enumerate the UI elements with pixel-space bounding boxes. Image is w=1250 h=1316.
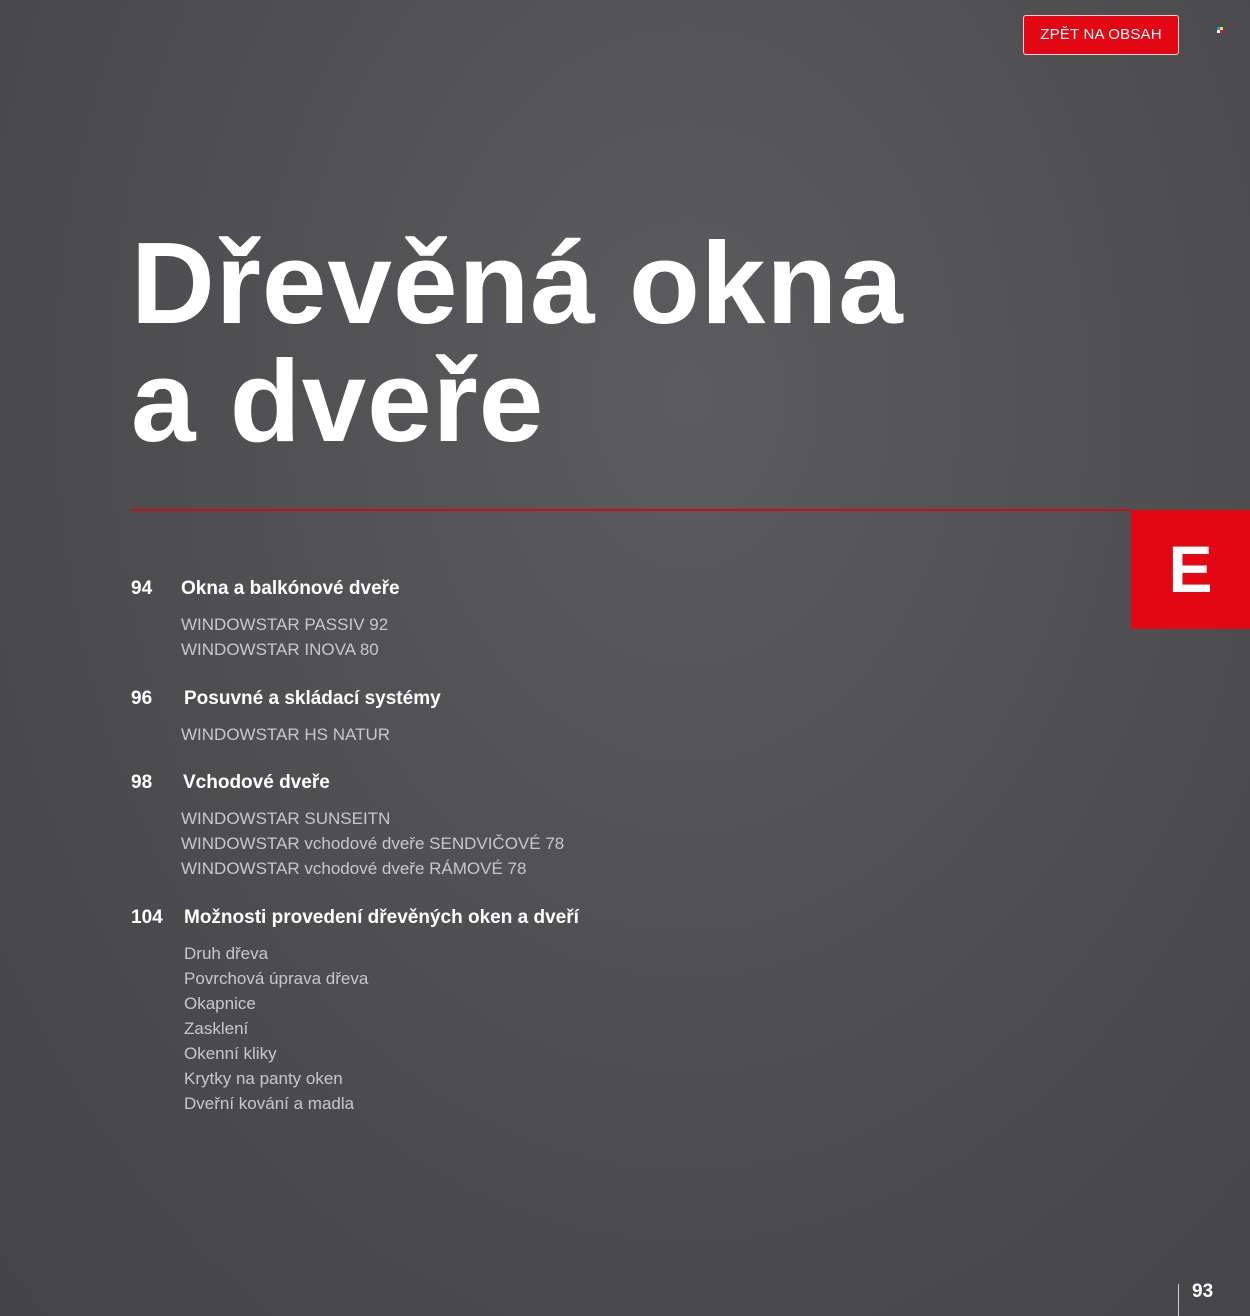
toc-section-options (131, 906, 831, 1116)
toc-heading[interactable] (131, 771, 831, 795)
toc-subitem[interactable]: WINDOWSTAR INOVA 80 (181, 640, 379, 659)
toc-section-entrance-doors (131, 771, 831, 881)
back-to-contents-button[interactable]: ZPĚT NA OBSAH (1023, 15, 1179, 55)
toc-heading[interactable] (131, 577, 831, 601)
toc-heading-label: Možnosti provedení dřevěných oken a dveří (184, 907, 579, 928)
toc-heading[interactable] (131, 906, 831, 930)
toc-subitems (181, 722, 831, 747)
toc-subitem[interactable]: Okapnice (184, 994, 256, 1013)
page-title-line-1: Dřevěná okna (131, 218, 904, 348)
toc-subitems (181, 806, 831, 881)
toc-heading-label: Okna a balkónové dveře (181, 578, 400, 599)
toc-page-number: 94 (131, 578, 153, 599)
toc-subitems (181, 612, 831, 662)
toc-subitem[interactable]: Krytky na panty oken (184, 1069, 343, 1088)
page-title (131, 218, 904, 466)
toc-subitem[interactable]: WINDOWSTAR HS NATUR (181, 725, 391, 744)
page-number-divider (1178, 1284, 1179, 1316)
toc-subitem[interactable]: WINDOWSTAR vchodové dveře RÁMOVÉ 78 (181, 859, 527, 878)
toc-section-sliding-systems (131, 687, 831, 747)
toc-subitem[interactable]: Okenní kliky (184, 1044, 277, 1063)
toc-subitem[interactable]: Povrchová úprava dřeva (184, 969, 369, 988)
toc-subitem[interactable]: Dveřní kování a madla (184, 1094, 355, 1113)
page-number: 93 (1192, 1281, 1214, 1302)
toc-heading[interactable] (131, 687, 831, 711)
toc-heading-label: Posuvné a skládací systémy (184, 688, 441, 709)
toc-page-number: 98 (131, 772, 153, 793)
toc-subitem[interactable]: WINDOWSTAR PASSIV 92 (181, 615, 389, 634)
toc-subitem[interactable]: Zasklení (184, 1019, 249, 1038)
page-title-line-2: a dveře (131, 336, 545, 466)
section-letter-tab: E (1131, 510, 1250, 629)
toc-page-number: 96 (131, 688, 153, 709)
color-registration-icon (1217, 27, 1225, 35)
toc-page-number: 104 (131, 907, 163, 928)
title-divider (131, 509, 1131, 511)
toc-subitem[interactable]: WINDOWSTAR SUNSEITN (181, 809, 391, 828)
toc-section-windows (131, 577, 831, 662)
toc-subitems (184, 941, 831, 1116)
toc-subitem[interactable]: WINDOWSTAR vchodové dveře SENDVIČOVÉ 78 (181, 834, 565, 853)
toc-heading-label: Vchodové dveře (183, 772, 330, 793)
toc-subitem[interactable]: Druh dřeva (184, 944, 269, 963)
